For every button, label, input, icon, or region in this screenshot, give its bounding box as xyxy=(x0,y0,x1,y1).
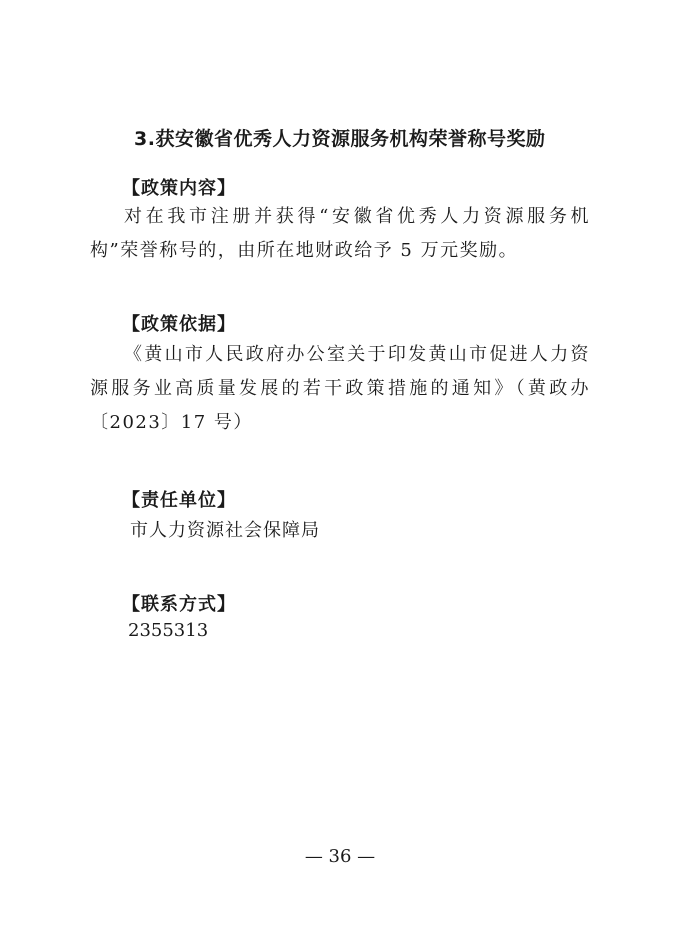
policy-basis-paragraph: 《黄山市人民政府办公室关于印发黄山市促进人力资源服务业高质量发展的若干政策措施的通知》（黄政办〔2023〕17 号） xyxy=(90,344,590,433)
policy-heading: 3.获安徽省优秀人力资源服务机构荣誉称号奖励 xyxy=(134,128,546,150)
policy-content-paragraph: 对在我市注册并获得“安徽省优秀人力资源服务机构”荣誉称号的，由所在地财政给予 5 万元奖励。 xyxy=(90,206,590,261)
responsible-unit-label: 【责任单位】 xyxy=(122,490,236,511)
contact-label: 【联系方式】 xyxy=(122,594,236,615)
policy-content-text xyxy=(90,200,590,268)
contact-phone: 2355313 xyxy=(128,620,209,641)
responsible-unit-text: 市人力资源社会保障局 xyxy=(130,520,320,541)
policy-basis-label: 【政策依据】 xyxy=(122,314,236,335)
policy-basis-text xyxy=(90,338,590,440)
page-number: — 36 — xyxy=(304,846,376,867)
policy-content-label: 【政策内容】 xyxy=(122,178,236,199)
